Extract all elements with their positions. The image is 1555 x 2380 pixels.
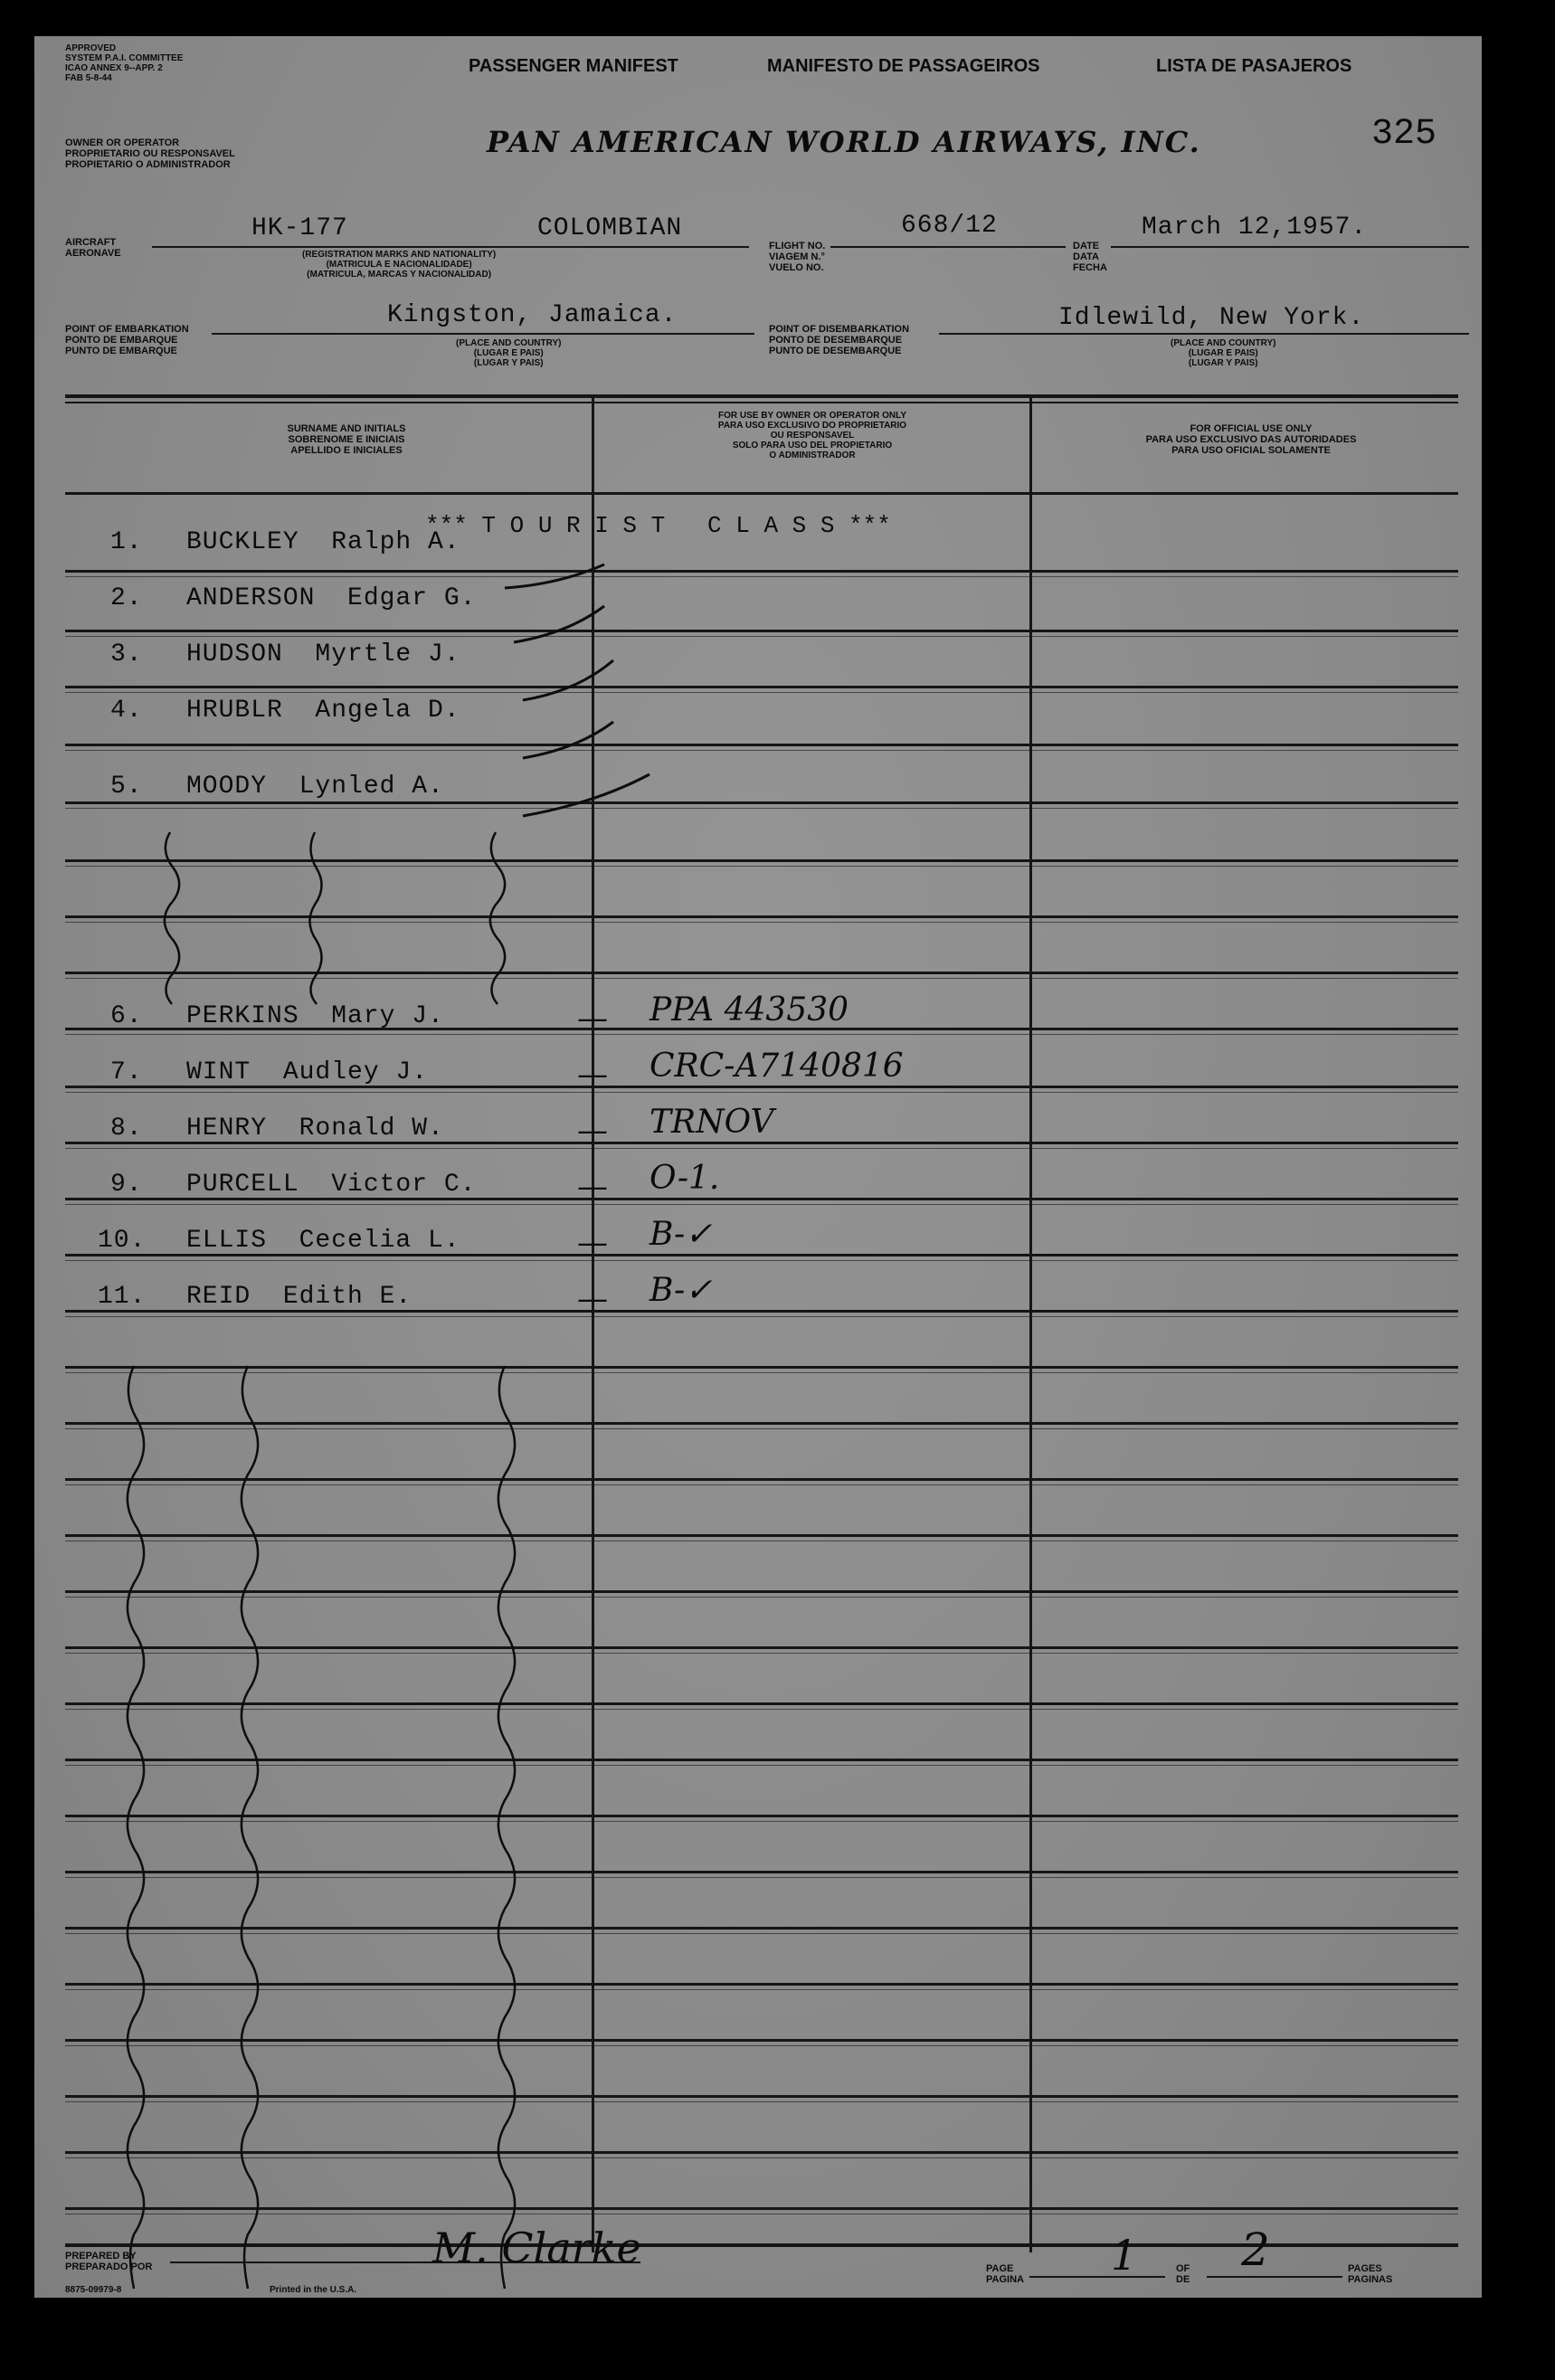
of-label: OF DE xyxy=(1176,2263,1190,2285)
note-dash: — xyxy=(577,1057,608,1093)
page-underline xyxy=(1029,2276,1165,2278)
embarkation-label: POINT OF EMBARKATION PONTO DE EMBARQUE PUNTO DE EMBARQUE xyxy=(65,324,189,356)
flight-number: 668/12 xyxy=(901,212,998,240)
col-header-operator: FOR USE BY OWNER OR OPERATOR ONLY PARA USO EXCLUSIVO DO PROPRIETARIO OU RESPONSAVEL SOLO PARA USO DEL PROPIETARIO O ADMINISTRADOR xyxy=(717,411,907,460)
manifest-page xyxy=(34,36,1482,2298)
title-es: LISTA DE PASAJEROS xyxy=(1156,56,1352,76)
flight-date: March 12,1957. xyxy=(1142,213,1368,242)
page-number: 325 xyxy=(1371,114,1437,155)
prepared-signature: M. Clarke xyxy=(432,2224,641,2272)
passenger-number: 10. xyxy=(98,1227,147,1255)
passenger-number: 6. xyxy=(110,1002,143,1030)
note-dash: — xyxy=(577,1113,608,1149)
passenger-number: 5. xyxy=(110,773,143,801)
note-dash: — xyxy=(577,1281,608,1317)
passenger-name: BUCKLEY Ralph A. xyxy=(186,528,460,556)
col-header-official: FOR OFFICIAL USE ONLY PARA USO EXCLUSIVO DAS AUTORIDADES PARA USO OFICIAL SOLAMENTE xyxy=(1145,423,1357,456)
passenger-name: PERKINS Mary J. xyxy=(186,1002,444,1030)
check-stroke xyxy=(514,606,604,642)
passenger-name: ANDERSON Edgar G. xyxy=(186,584,477,612)
embarkation-caption: (PLACE AND COUNTRY) (LUGAR E PAIS) (LUGAR Y PAIS) xyxy=(456,338,562,368)
page-value: 1 xyxy=(1111,2231,1138,2280)
title-pt: MANIFESTO DE PASSAGEIROS xyxy=(767,56,1040,76)
pages-label: PAGES PAGINAS xyxy=(1348,2263,1393,2285)
note-dash: — xyxy=(577,1000,608,1037)
col-header-names: SURNAME AND INITIALS SOBRENOME E INICIAIS APELLIDO E INICIALES xyxy=(287,423,406,456)
operator-note: B-✓ xyxy=(649,1216,713,1253)
approval-line: FAB 5-8-44 xyxy=(65,73,112,83)
passenger-number: 1. xyxy=(110,528,143,556)
printed-note: Printed in the U.S.A. xyxy=(270,2285,357,2295)
ditto-wave xyxy=(128,1366,144,2289)
passenger-name: REID Edith E. xyxy=(186,1283,412,1311)
flight-label: FLIGHT NO. VIAGEM N.° VUELO NO. xyxy=(769,241,826,273)
check-stroke xyxy=(523,660,613,700)
check-stroke xyxy=(523,774,649,816)
ditto-wave xyxy=(242,1366,258,2289)
title-en: PASSENGER MANIFEST xyxy=(469,56,678,76)
date-label: DATE DATA FECHA xyxy=(1073,241,1107,273)
passenger-name: HENRY Ronald W. xyxy=(186,1114,444,1143)
operator-note: PPA 443530 xyxy=(649,991,849,1029)
ditto-scribbles xyxy=(34,36,1482,2298)
passenger-number: 11. xyxy=(98,1283,147,1311)
aircraft-label: AIRCRAFT AERONAVE xyxy=(65,237,121,259)
passenger-name: WINT Audley J. xyxy=(186,1058,429,1086)
form-number: 8875-09979-8 xyxy=(65,2285,122,2295)
disembarkation-label: POINT OF DISEMBARKATION PONTO DE DESEMBARQUE PUNTO DE DESEMBARQUE xyxy=(769,324,910,356)
operator-note: B-✓ xyxy=(649,1272,713,1309)
ditto-wave xyxy=(309,832,321,1004)
passenger-name: PURCELL Victor C. xyxy=(186,1171,477,1199)
passenger-number: 7. xyxy=(110,1058,143,1086)
ditto-wave xyxy=(490,832,505,1004)
operator-note: O-1. xyxy=(649,1160,720,1197)
approval-line: APPROVED xyxy=(65,43,117,53)
passenger-name: MOODY Lynled A. xyxy=(186,773,444,801)
disembarkation-point: Idlewild, New York. xyxy=(1058,304,1365,332)
passenger-number: 2. xyxy=(110,584,143,612)
check-stroke xyxy=(505,564,604,588)
page-label: PAGE PAGINA xyxy=(986,2263,1024,2285)
airline-name: PAN AMERICAN WORLD AIRWAYS, INC. xyxy=(487,125,1201,159)
passenger-number: 9. xyxy=(110,1171,143,1199)
approval-line: SYSTEM P.A.I. COMMITTEE xyxy=(65,53,184,63)
ditto-wave xyxy=(165,832,179,1004)
passenger-name: HUDSON Myrtle J. xyxy=(186,640,460,668)
operator-note: TRNOV xyxy=(649,1104,774,1141)
passenger-number: 3. xyxy=(110,640,143,668)
approval-line: ICAO ANNEX 9--APP. 2 xyxy=(65,63,163,73)
note-dash: — xyxy=(577,1169,608,1205)
ditto-wave xyxy=(498,1366,515,2289)
registration-caption: (REGISTRATION MARKS AND NATIONALITY) (MATRICULA E NACIONALIDADE) (MATRICULA, MARCAS Y NACIONALIDAD) xyxy=(302,250,497,280)
pages-value: 2 xyxy=(1241,2224,1270,2276)
aircraft-registration: HK-177 xyxy=(251,214,348,242)
owner-label: OWNER OR OPERATOR PROPRIETARIO OU RESPONSAVEL PROPIETARIO O ADMINISTRADOR xyxy=(65,137,235,170)
operator-note: CRC-A7140816 xyxy=(649,1048,904,1085)
note-dash: — xyxy=(577,1225,608,1261)
pages-underline xyxy=(1207,2276,1342,2278)
passenger-name: ELLIS Cecelia L. xyxy=(186,1227,460,1255)
passenger-number: 4. xyxy=(110,697,143,725)
passenger-number: 8. xyxy=(110,1114,143,1143)
class-heading: *** T O U R I S T C L A S S *** xyxy=(425,512,891,539)
passenger-name: HRUBLR Angela D. xyxy=(186,697,460,725)
embarkation-point: Kingston, Jamaica. xyxy=(387,301,678,329)
aircraft-nationality: COLOMBIAN xyxy=(537,214,683,242)
disembarkation-caption: (PLACE AND COUNTRY) (LUGAR E PAIS) (LUGAR Y PAIS) xyxy=(1171,338,1276,368)
prepared-label: PREPARED BY PREPARADO POR xyxy=(65,2251,153,2272)
check-stroke xyxy=(523,722,613,758)
